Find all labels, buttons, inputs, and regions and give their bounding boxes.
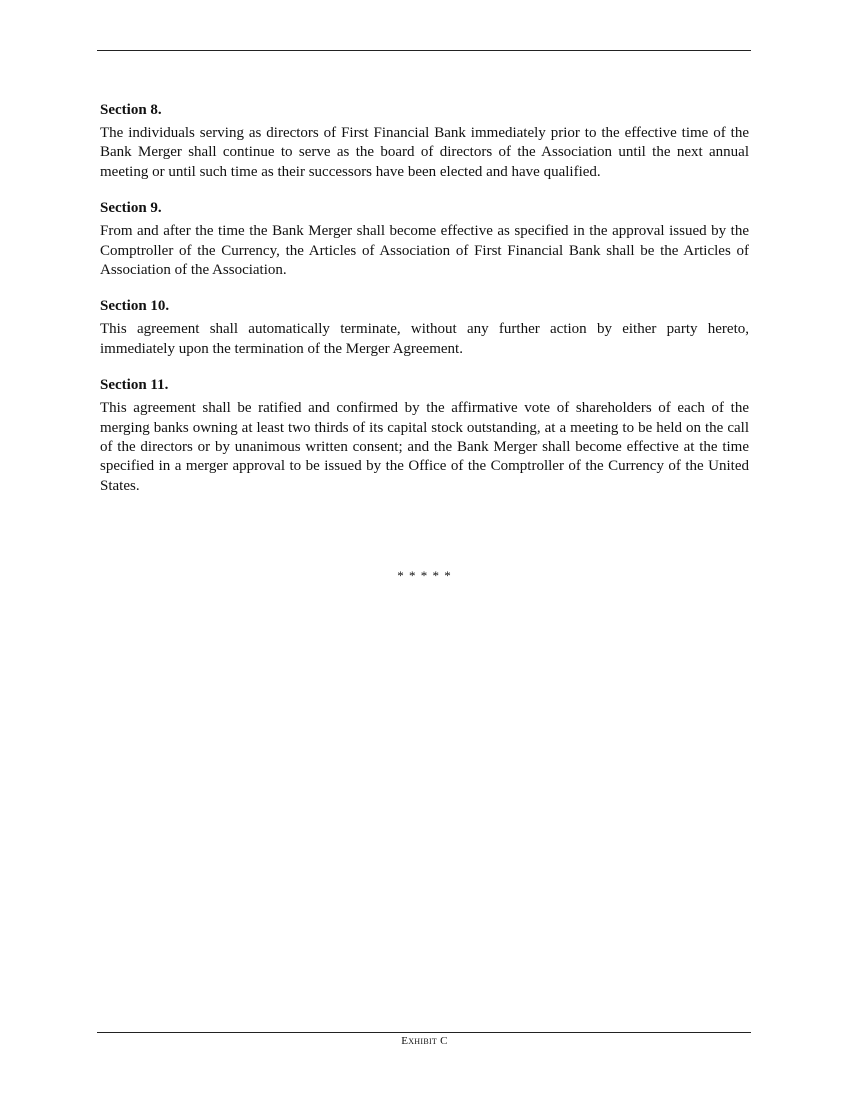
document-body: [100, 101, 749, 513]
end-of-text-marker: * * * * *: [397, 568, 452, 583]
section-8: [100, 101, 749, 182]
exhibit-label: Exhibit C: [401, 1035, 448, 1047]
section-heading: Section 8.: [100, 102, 162, 118]
section-10: [100, 297, 749, 359]
section-heading: Section 10.: [100, 298, 170, 315]
section-heading: Section 9.: [100, 200, 162, 217]
section-paragraph: This agreement shall automatically terminate, without any further action by either party hereto, immediately upon the termination of the Merger Agreement.: [100, 321, 749, 357]
header-rule: [97, 50, 751, 51]
section-heading: Section 11.: [100, 377, 169, 394]
section-paragraph: The individuals serving as directors of First Financial Bank immediately prior to the effective time of the Bank Merger shall continue to serve as the board of directors of the Association until the next annual meeting or until such time as their successors have been elected and have qualified.: [100, 125, 749, 180]
section-paragraph: From and after the time the Bank Merger shall become effective as specified in the approval issued by the Comptroller of the Currency, the Articles of Association of First Financial Bank shall be the Articles of Association of the Association.: [100, 223, 749, 279]
footer-rule: [97, 1032, 751, 1033]
section-9: [100, 199, 749, 280]
section-11: [100, 376, 749, 496]
section-paragraph: This agreement shall be ratified and confirmed by the affirmative vote of shareholders of each of the merging banks owning at least two thirds of its capital stock outstanding, at a meeting to be held on the call of the directors or by unanimous written consent; and the Bank Merger shall become effective at the time specified in a merger approval to be issued by the Office of the Comptroller of the Currency of the United States.: [100, 400, 749, 494]
